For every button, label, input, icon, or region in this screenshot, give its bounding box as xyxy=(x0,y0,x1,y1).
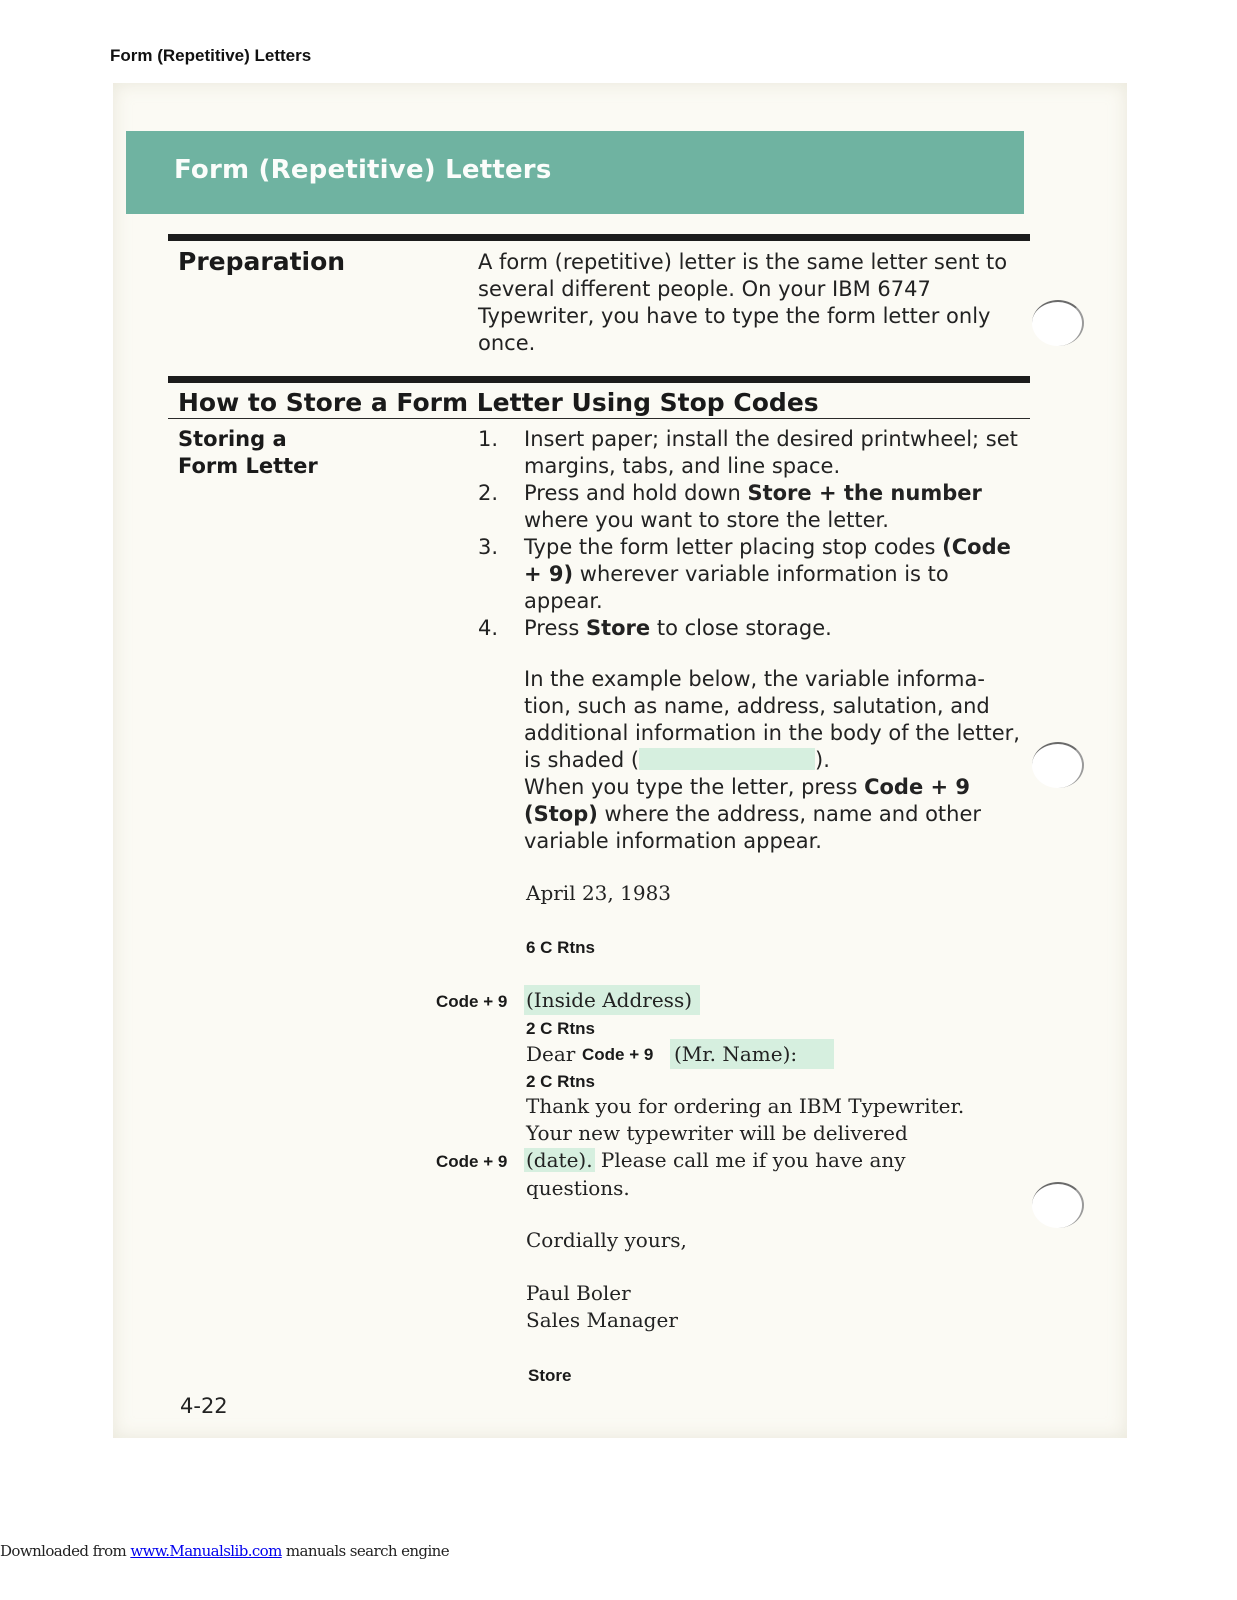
step-number: 4. xyxy=(478,616,499,640)
key-stop: (Stop) xyxy=(524,802,598,826)
letter-body-line xyxy=(524,1147,906,1174)
step-key: Store + the number xyxy=(747,481,982,505)
section-heading: How to Store a Form Letter Using Stop Codes xyxy=(178,388,819,417)
step-text: Press xyxy=(524,616,586,640)
shade-swatch xyxy=(639,748,815,770)
carrier-returns-note: 6 C Rtns xyxy=(526,938,595,957)
example-text-end: where the address, name and other variable information appear. xyxy=(524,802,982,853)
signer-name: Paul Boler xyxy=(526,1281,631,1305)
running-head: Form (Repetitive) Letters xyxy=(110,46,312,65)
step-text-end: wherever variable information is to appear. xyxy=(524,562,949,613)
punch-hole xyxy=(1032,300,1084,346)
step-item xyxy=(478,615,1023,642)
step-item xyxy=(478,480,1023,534)
step-item xyxy=(478,426,1023,480)
storing-subheading xyxy=(178,426,318,480)
punch-hole xyxy=(1032,742,1084,788)
letter-body-text: Please call me if you have any xyxy=(594,1148,906,1172)
steps-list xyxy=(478,426,1023,642)
section-rule xyxy=(168,376,1030,383)
steps-block xyxy=(478,426,1023,642)
step-item xyxy=(478,534,1023,615)
heading-underline xyxy=(168,418,1030,419)
storing-subheading-line1: Storing a xyxy=(178,427,287,451)
page-number: 4-22 xyxy=(180,1394,228,1418)
signer-title: Sales Manager xyxy=(526,1308,678,1332)
download-footer xyxy=(0,1542,449,1560)
step-text: Type the form letter placing stop codes xyxy=(524,535,943,559)
step-text-end: where you want to store the letter. xyxy=(524,508,889,532)
step-number: 2. xyxy=(478,481,499,505)
step-number: 1. xyxy=(478,427,499,451)
date-variable: (date). xyxy=(526,1148,593,1172)
example-text: When you type the letter, press xyxy=(524,775,865,799)
letter-closing: Cordially yours, xyxy=(526,1228,687,1252)
example-text-end: ). xyxy=(815,748,830,772)
carrier-returns-note: 2 C Rtns xyxy=(526,1072,595,1091)
step-number: 3. xyxy=(478,535,499,559)
letter-body-line: questions. xyxy=(526,1176,630,1200)
store-key-note: Store xyxy=(528,1366,572,1385)
letter-body-line: Your new typewriter will be delivered xyxy=(526,1121,908,1145)
punch-hole xyxy=(1032,1182,1084,1228)
step-text-end: to close storage. xyxy=(650,616,832,640)
section-rule xyxy=(168,234,1030,241)
step-text: Insert paper; install the desired printwheel; set margins, tabs, and line space. xyxy=(524,427,1018,478)
step-text: Press and hold down xyxy=(524,481,748,505)
key-code-9: Code + 9 xyxy=(864,775,971,799)
carrier-returns-note: 2 C Rtns xyxy=(526,1019,595,1038)
stop-code-label: Code + 9 xyxy=(436,992,508,1011)
inside-address-variable: (Inside Address) xyxy=(524,985,700,1015)
preparation-heading: Preparation xyxy=(178,247,346,276)
stop-code-label: Code + 9 xyxy=(436,1152,508,1171)
preparation-text: A form (repetitive) letter is the same letter sent to several different people. On your IBM 6747 Typewriter, you have to type the form letter only once. xyxy=(478,250,1008,355)
salutation-dear: Dear xyxy=(526,1042,576,1066)
letter-body-line: Thank you for ordering an IBM Typewriter. xyxy=(526,1094,965,1118)
name-variable: (Mr. Name): xyxy=(670,1039,834,1069)
letter-date: April 23, 1983 xyxy=(526,881,672,905)
footer-suffix: manuals search engine xyxy=(281,1542,449,1560)
banner-title: Form (Repetitive) Letters xyxy=(174,155,552,185)
example-paragraph xyxy=(524,666,1024,855)
storing-subheading-line2: Form Letter xyxy=(178,454,318,478)
manualslib-link[interactable]: www.Manualslib.com xyxy=(130,1542,282,1560)
footer-prefix: Downloaded from xyxy=(0,1542,131,1560)
step-key: Store xyxy=(585,616,651,640)
stop-code-label: Code + 9 xyxy=(582,1045,654,1064)
step-key: (Code + 9) xyxy=(524,535,1011,586)
example-text: In the example below, the variable informa-tion, such as name, address, salutation, and additional information in the body of the letter, is shaded ( xyxy=(524,667,1020,772)
